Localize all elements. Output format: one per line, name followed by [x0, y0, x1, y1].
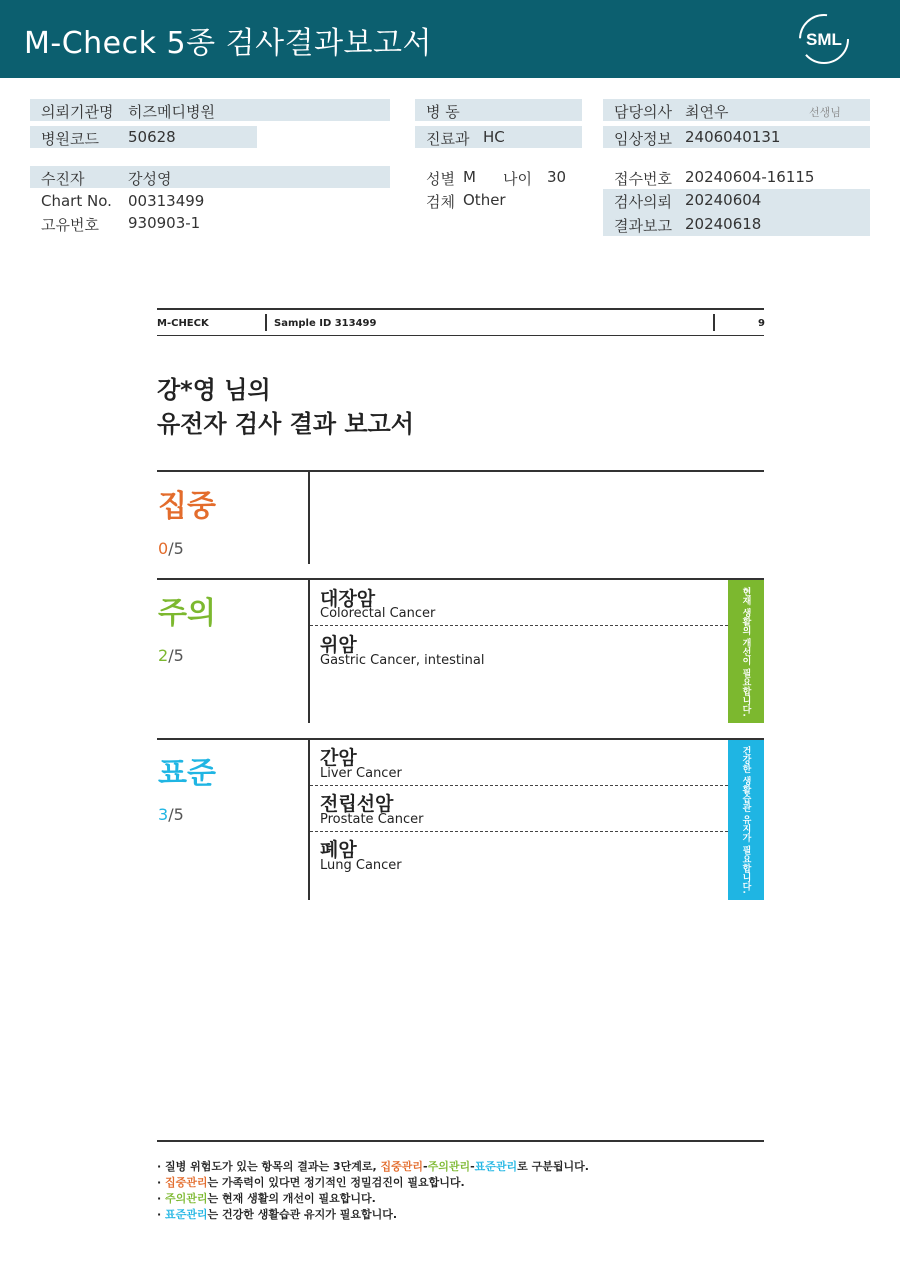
report-title-line1: 강*영 님의 [157, 376, 271, 404]
report-header [0, 0, 900, 78]
patient-field: 수진자 강성영 [30, 166, 390, 188]
sample-id: Sample ID 313499 [274, 318, 377, 329]
list-item: 폐암 [320, 839, 357, 861]
sml-logo [796, 12, 852, 66]
divider [713, 314, 715, 331]
list-item: 전립선암 [320, 793, 394, 815]
dashed-divider [310, 625, 728, 626]
caution-count: 2/5 [158, 646, 184, 665]
specimen-field: 검체 Other [426, 191, 506, 211]
institution-field: 의뢰기관명 히즈메디병원 [30, 99, 390, 121]
report-top-rule [157, 308, 764, 310]
dashed-divider [310, 831, 728, 832]
standard-title: 표준 [158, 756, 216, 791]
clinical-info-field: 임상정보 2406040131 [603, 126, 870, 148]
unique-id-field: 고유번호 930903-1 [41, 214, 201, 234]
note-line: · 질병 위험도가 있는 항목의 결과는 3단계로, 집중관리-주의관리-표준관리로 구분됩니다. [157, 1160, 589, 1173]
receipt-field: 접수번호 20240604-16115 [614, 168, 815, 188]
focus-divider [308, 472, 310, 564]
caution-rule [157, 578, 764, 580]
list-item: Prostate Cancer [320, 812, 424, 827]
page-title: M-Check 5종 검사결과보고서 [24, 26, 432, 61]
focus-title: 집중 [158, 489, 216, 524]
dashed-divider [310, 785, 728, 786]
list-item: 간암 [320, 747, 357, 769]
standard-divider [308, 740, 310, 900]
chart-no-field: Chart No. 00313499 [41, 192, 205, 210]
doctor-suffix: 선생님 [809, 106, 841, 119]
note-line: · 주의관리는 현재 생활의 개선이 필요합니다. [157, 1192, 376, 1205]
standard-rule [157, 738, 764, 740]
focus-count: 0/5 [158, 539, 184, 558]
product-code: M-CHECK [157, 318, 209, 329]
standard-side-bar: 건강한 생활습관 유지가 필요합니다. [728, 740, 764, 900]
dates-field: 검사의뢰 20240604 결과보고 20240618 [603, 189, 870, 236]
legend-notes [157, 1158, 589, 1222]
caution-divider [308, 580, 310, 723]
caution-side-bar: 현재 생활의 개선이 필요합니다. [728, 580, 764, 723]
ward-field: 병 동 [415, 99, 582, 121]
note-line: · 집중관리는 가족력이 있다면 정기적인 정밀검진이 필요합니다. [157, 1176, 465, 1189]
page-number: 9 [758, 318, 765, 329]
department-field: 진료과 HC [415, 126, 582, 148]
list-item: Liver Cancer [320, 766, 402, 781]
list-item: 위암 [320, 634, 357, 656]
caution-title: 주의 [158, 596, 216, 631]
focus-rule [157, 470, 764, 472]
report-title-line2: 유전자 검사 결과 보고서 [157, 410, 414, 438]
report-sub-rule [157, 335, 764, 336]
sex-age-field: 성별 M 나이 30 [426, 168, 567, 188]
note-line: · 표준관리는 건강한 생활습관 유지가 필요합니다. [157, 1208, 398, 1221]
logo-text: SML [806, 30, 842, 49]
doctor-field: 담당의사 최연우 선생님 [603, 99, 870, 121]
hospital-code-field: 병원코드 50628 [30, 126, 257, 148]
list-item: Colorectal Cancer [320, 606, 436, 621]
standard-count: 3/5 [158, 805, 184, 824]
divider [265, 314, 267, 331]
list-item: 대장암 [320, 588, 376, 610]
list-item: Gastric Cancer, intestinal [320, 653, 485, 668]
list-item: Lung Cancer [320, 858, 402, 873]
notes-rule [157, 1140, 764, 1142]
